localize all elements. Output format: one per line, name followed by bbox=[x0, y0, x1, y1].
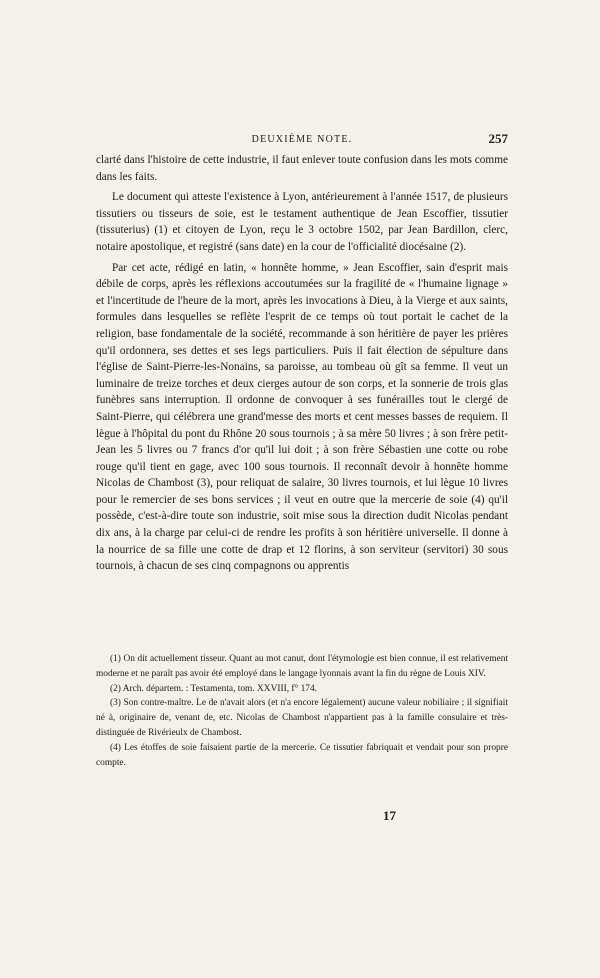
running-title: DEUXIÈME NOTE. bbox=[251, 134, 353, 145]
page-number: 257 bbox=[488, 131, 508, 146]
paragraph: clarté dans l'histoire de cette industrie, il faut enlever toute confusion dans les mots comme dans les faits. bbox=[96, 154, 508, 183]
footnote: (1) On dit actuellement tisseur. Quant au mot canut, dont l'étymologie est bien connue, il est relativement moderne et ne paraît pas avoir été employé dans le langage lyonnais avant la fin du règne de Louis XIV. bbox=[96, 654, 508, 679]
footnote: (3) Son contre-maître. Le de n'avait alors (et n'a encore légalement) aucune valeur nobiliaire ; il signifiait né à, originaire de, venant de, etc. Nicolas de Chambost n'appartient pas à la famille consulaire et très-distinguée de Rivérieulx de Chambost. bbox=[96, 698, 508, 738]
footnote: (2) Arch. départem. : Testamenta, tom. XXVIII, f° 174. bbox=[110, 683, 318, 694]
signature-mark: 17 bbox=[383, 808, 396, 823]
footnotes bbox=[96, 652, 508, 770]
running-head bbox=[96, 131, 508, 149]
paragraph: Par cet acte, rédigé en latin, « honnête homme, » Jean Escoffier, sain d'esprit mais débile de corps, après les réflexions accoutumées sur la fragilité de « l'humaine lignage » et l'incertitude de l'heure de la mort, après les invocations à Dieu, à la Vierge et aux saints, formules dans lesquelles se reflète l'esprit de ce temps où tout portait le cachet de la religion, base fondamentale de la société, recommande à son héritière de payer les prières qu'il ordonnera, ses dettes et ses legs particuliers. Puis il fait élection de sépulture dans l'église de Saint-Pierre-les-Nonains, sa paroisse, au tombeau où gît sa femme. Il veut un luminaire de treize torches et deux cierges autour de son corps, et la sonnerie de trois glas funèbres sans interruption. Il ordonne de convoquer à ses funérailles tout le clergé de Saint-Pierre, qui célébrera une grand'messe des morts et cent messes basses de requiem. Il lègue à l'hôpital du pont du Rhône 20 sous tournois ; à sa mère 50 livres ; à son frère petit-Jean les 5 livres ou 7 francs d'or qu'il lui doit ; à son frère Sébastien une cotte ou robe rouge qu'il tient en gage, avec 100 sous tournois. Il reconnaît devoir à honnête homme Nicolas de Chambost (3), pour reliquat de salaire, 30 livres tournois, et lui lègue 10 livres pour le remercier de ses bons services ; il veut en outre que la mercerie de soie (4) qu'il possède, c'est-à-dire toute son industrie, soit mise sous la direction dudit Nicolas pendant dix ans, à la charge par celui-ci de rendre les profits à son héritière universelle. Il donne à la nourrice de sa fille une cotte de drap et 12 florins, à son serviteur (servitori) 30 sous tournois, à chacun de ses cinq compagnons ou apprentis bbox=[96, 261, 508, 573]
body-text bbox=[96, 152, 508, 579]
paragraph: Le document qui atteste l'existence à Lyon, antérieurement à l'année 1517, de plusieurs tissutiers ou tisseurs de soie, est le testament authentique de Jean Escoffier, tissutier (tissuterius) (1) et citoyen de Lyon, reçu le 3 octobre 1502, par Jean Bardillon, clerc, notaire apostolique, et registré (sans date) en la cour de l'officialité diocésaine (2). bbox=[96, 191, 508, 253]
footnote: (4) Les étoffes de soie faisaient partie de la mercerie. Ce tissutier fabriquait et vendait pour son propre compte. bbox=[96, 742, 508, 768]
